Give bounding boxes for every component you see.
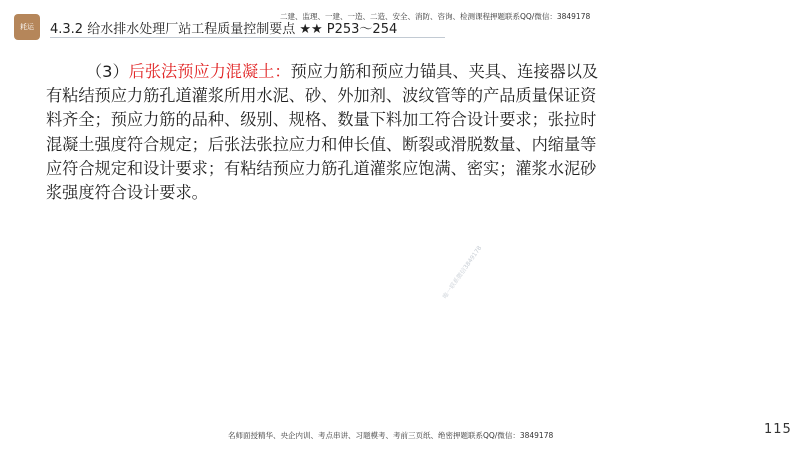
- page-number: 115: [764, 422, 792, 437]
- section-title: 4.3.2 给水排水处理厂站工程质量控制要点 ★★ P253～254: [50, 22, 398, 37]
- watermark: 唯一联系微信3849178: [441, 244, 484, 301]
- body-paragraph: [46, 60, 606, 205]
- item-number: （3）: [86, 62, 129, 81]
- footer-banner: 名师面授精华、央企内训、考点串讲、习题模考、考前三页纸、绝密押题联系QQ/微信：3849178: [228, 431, 554, 440]
- highlight-term: 后张法预应力混凝土：: [128, 62, 291, 81]
- brand-logo: 耗运: [14, 14, 40, 40]
- top-banner: 二建、监理、一建、一造、二造、安全、消防、咨询、检测课程押题联系QQ/微信：3849178: [280, 12, 591, 21]
- paragraph-text: 预应力筋和预应力锚具、夹具、连接器以及有粘结预应力筋孔道灌浆所用水泥、砂、外加剂、波纹管等的产品质量保证资料齐全；预应力筋的品种、级别、规格、数量下料加工符合设计要求；张拉时混凝土强度符合规定；后张法张拉应力和伸长值、断裂或滑脱数量、内缩量等应符合规定和设计要求；有粘结预应力筋孔道灌浆应饱满、密实；灌浆水泥砂浆强度符合设计要求。: [46, 62, 599, 203]
- header-divider: [50, 37, 445, 38]
